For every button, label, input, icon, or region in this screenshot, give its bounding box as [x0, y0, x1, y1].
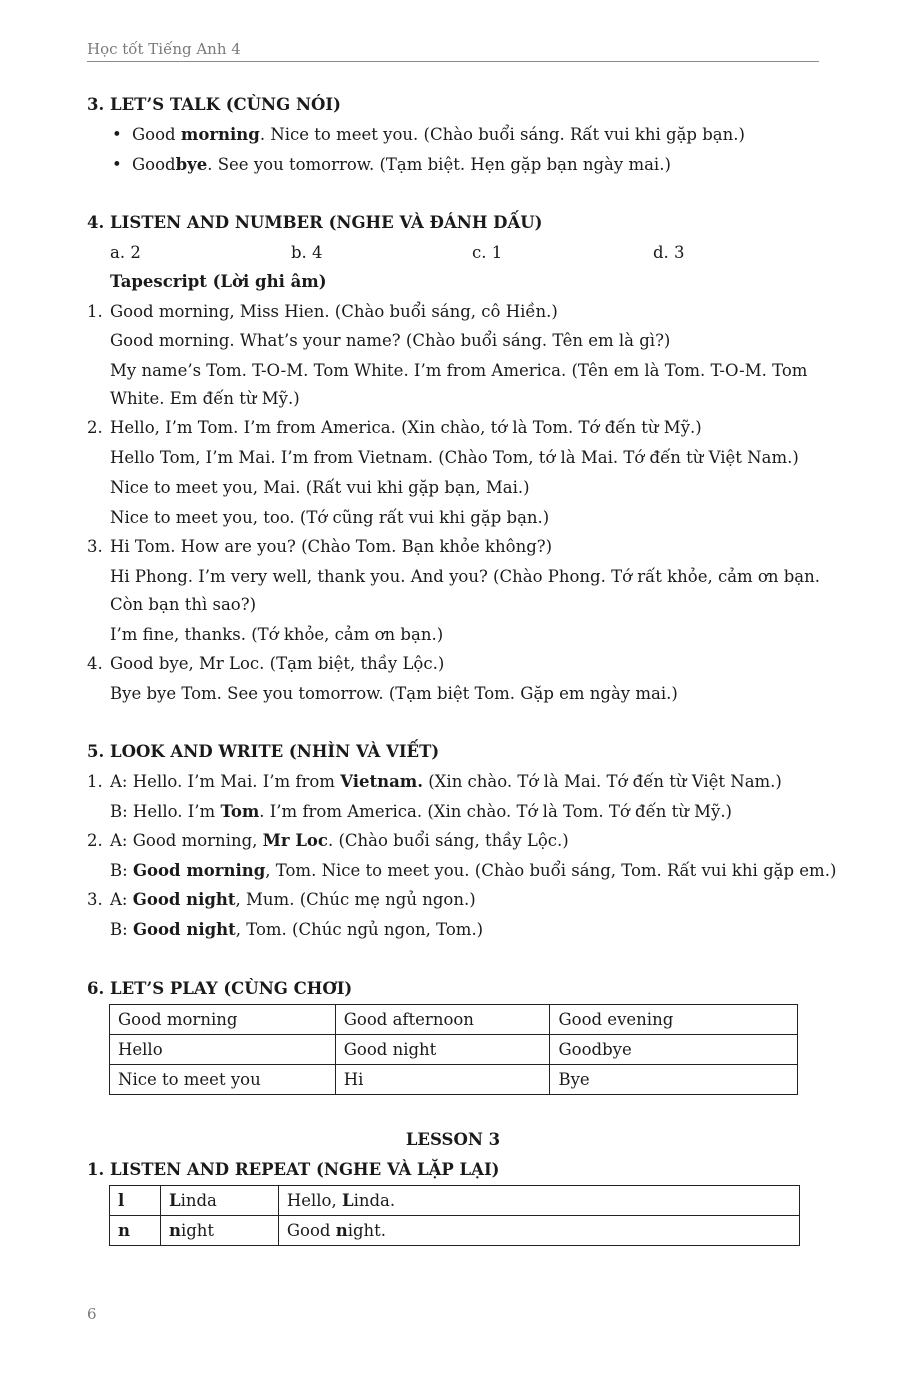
phonics-table [109, 1185, 800, 1246]
table-cell: Good evening [550, 1005, 798, 1035]
lesson3-section-1-title: LISTEN AND REPEAT (NGHE VÀ LẶP LẠI) [110, 1160, 500, 1179]
letter-cell: l [110, 1186, 161, 1216]
tapescript-line: I’m fine, thanks. (Tớ khỏe, cảm ơn bạn.) [110, 625, 444, 644]
section-6-title: LET’S PLAY (CÙNG CHƠI) [110, 979, 353, 998]
lesson-title: LESSON 3 [405, 1130, 501, 1149]
page-number: 6 [87, 1305, 97, 1323]
word-cell: Linda [160, 1186, 278, 1216]
tapescript-line: Nice to meet you, Mai. (Rất vui khi gặp bạn, Mai.) [110, 478, 530, 497]
write-line: B: Good morning, Tom. Nice to meet you. (Chào buổi sáng, Tom. Rất vui khi gặp em.) [110, 861, 837, 880]
talk-line-1: Good morning. Nice to meet you. (Chào buổi sáng. Rất vui khi gặp bạn.) [132, 125, 745, 144]
table-cell: Goodbye [550, 1035, 798, 1065]
tapescript-line: Good morning. What’s your name? (Chào buổi sáng. Tên em là gì?) [110, 331, 671, 350]
phrase-cell: Good night. [278, 1216, 799, 1246]
tapescript-item-number: 3. [87, 537, 103, 556]
table-cell: Good morning [110, 1005, 336, 1035]
write-item-number: 1. [87, 772, 103, 791]
write-line: B: Good night, Tom. (Chúc ngủ ngon, Tom.) [110, 920, 484, 939]
table-cell: Bye [550, 1065, 798, 1095]
table-cell: Hi [335, 1065, 550, 1095]
tapescript-item-number: 1. [87, 302, 103, 321]
tapescript-item-number: 2. [87, 418, 103, 437]
table-row [110, 1216, 800, 1246]
table-cell: Hello [110, 1035, 336, 1065]
tapescript-line: Hi Phong. I’m very well, thank you. And you? (Chào Phong. Tớ rất khỏe, cảm ơn bạn. [110, 567, 820, 586]
write-line: A: Good morning, Mr Loc. (Chào buổi sáng, thầy Lộc.) [110, 831, 569, 850]
write-line: B: Hello. I’m Tom. I’m from America. (Xin chào. Tớ là Tom. Tớ đến từ Mỹ.) [110, 802, 732, 821]
table-row [110, 1035, 798, 1065]
lesson3-section-1-number: 1. [87, 1160, 105, 1179]
tapescript-line: Hi Tom. How are you? (Chào Tom. Bạn khỏe không?) [110, 537, 553, 556]
letter-cell: n [110, 1216, 161, 1246]
write-item-number: 2. [87, 831, 103, 850]
header-rule [87, 61, 819, 62]
tapescript-line: Còn bạn thì sao?) [110, 595, 257, 614]
running-header: Học tốt Tiếng Anh 4 [87, 40, 241, 58]
section-3-number: 3. [87, 95, 105, 114]
tapescript-heading: Tapescript (Lời ghi âm) [110, 272, 327, 291]
tapescript-line: Good bye, Mr Loc. (Tạm biệt, thầy Lộc.) [110, 654, 445, 673]
tapescript-line: My name’s Tom. T-O-M. Tom White. I’m from America. (Tên em là Tom. T-O-M. Tom [110, 361, 808, 380]
tapescript-line: Bye bye Tom. See you tomorrow. (Tạm biệt Tom. Gặp em ngày mai.) [110, 684, 678, 703]
write-item-number: 3. [87, 890, 103, 909]
tapescript-item-number: 4. [87, 654, 103, 673]
table-cell: Good night [335, 1035, 550, 1065]
tapescript-line: Hello Tom, I’m Mai. I’m from Vietnam. (Chào Tom, tớ là Mai. Tớ đến từ Việt Nam.) [110, 448, 799, 467]
answer-c: c. 1 [472, 243, 503, 262]
answer-d: d. 3 [653, 243, 685, 262]
section-5-number: 5. [87, 742, 105, 761]
greetings-table [109, 1004, 798, 1095]
phrase-cell: Hello, Linda. [278, 1186, 799, 1216]
write-line: A: Good night, Mum. (Chúc mẹ ngủ ngon.) [110, 890, 476, 909]
tapescript-line: Hello, I’m Tom. I’m from America. (Xin chào, tớ là Tom. Tớ đến từ Mỹ.) [110, 418, 702, 437]
table-row [110, 1005, 798, 1035]
bullet-icon: • [112, 155, 122, 174]
section-4-title: LISTEN AND NUMBER (NGHE VÀ ĐÁNH DẤU) [110, 213, 543, 232]
section-4-number: 4. [87, 213, 105, 232]
write-line: A: Hello. I’m Mai. I’m from Vietnam. (Xin chào. Tớ là Mai. Tớ đến từ Việt Nam.) [110, 772, 782, 791]
tapescript-line: White. Em đến từ Mỹ.) [110, 389, 300, 408]
table-row [110, 1186, 800, 1216]
section-6-number: 6. [87, 979, 105, 998]
section-3-title: LET’S TALK (CÙNG NÓI) [110, 95, 341, 114]
section-5-title: LOOK AND WRITE (NHÌN VÀ VIẾT) [110, 742, 440, 761]
tapescript-line: Good morning, Miss Hien. (Chào buổi sáng, cô Hiền.) [110, 302, 558, 321]
talk-line-2: Goodbye. See you tomorrow. (Tạm biệt. Hẹn gặp bạn ngày mai.) [132, 155, 671, 174]
word-cell: night [160, 1216, 278, 1246]
tapescript-line: Nice to meet you, too. (Tớ cũng rất vui khi gặp bạn.) [110, 508, 550, 527]
table-row [110, 1065, 798, 1095]
table-cell: Nice to meet you [110, 1065, 336, 1095]
answer-b: b. 4 [291, 243, 323, 262]
bullet-icon: • [112, 125, 122, 144]
answer-a: a. 2 [110, 243, 141, 262]
table-cell: Good afternoon [335, 1005, 550, 1035]
